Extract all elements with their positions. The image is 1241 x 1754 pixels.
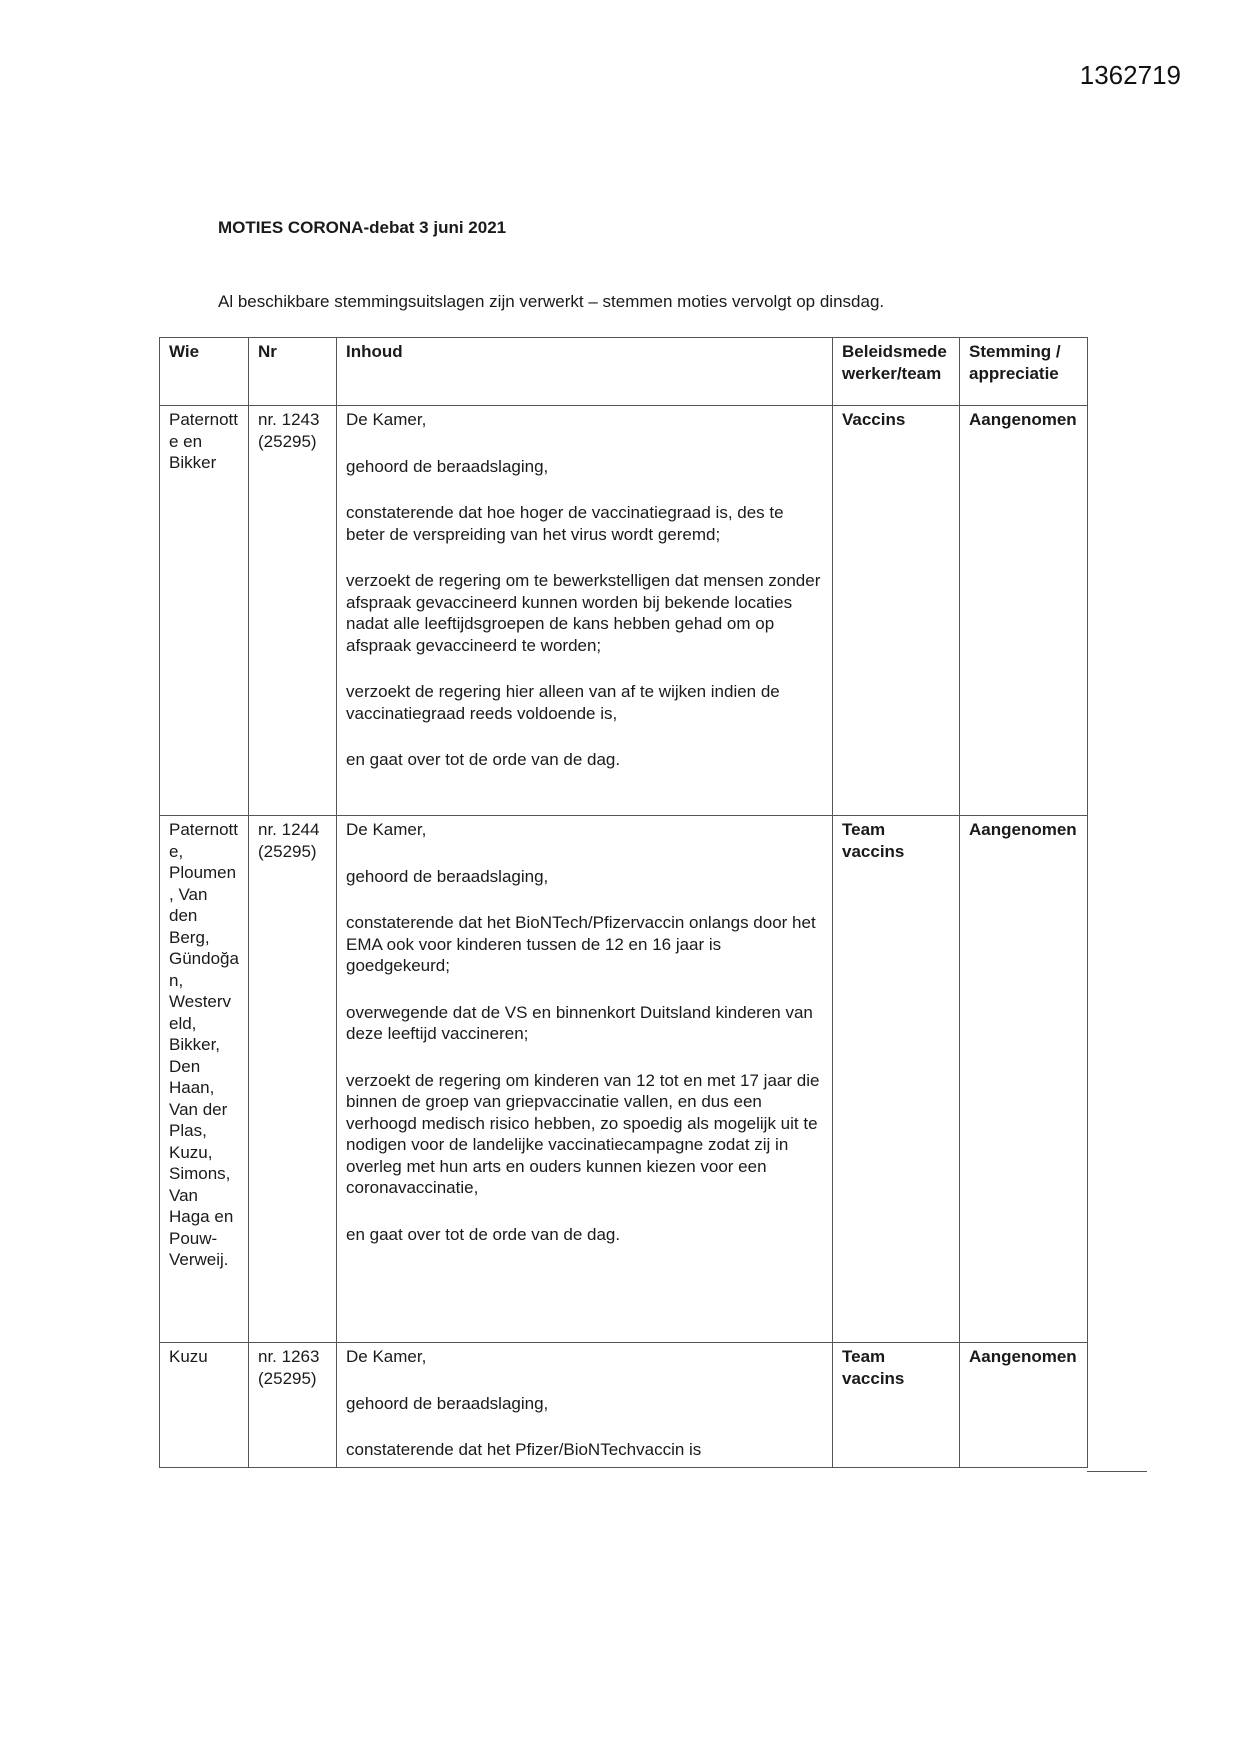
motion-paragraph: overwegende dat de VS en binnenkort Duitsland kinderen van deze leeftijd vaccineren;	[346, 1002, 813, 1043]
table-header-row	[160, 338, 1088, 406]
motion-paragraph: verzoekt de regering om te bewerkstelligen dat mensen zonder afspraak gevaccineerd kunnen worden bij bekende locaties nadat alle leeftijdsgroepen de kans hebben gehad om op afspraak gevaccineerd te worden;	[346, 571, 821, 655]
document-number: 1362719	[1079, 60, 1181, 90]
cell-stemming: Aangenomen	[960, 816, 1088, 1343]
cell-wie: Kuzu	[160, 1343, 249, 1468]
motion-paragraph: gehoord de beraadslaging,	[346, 866, 549, 886]
motion-paragraph: en gaat over tot de orde van de dag.	[346, 1224, 621, 1244]
document-title: MOTIES CORONA-debat 3 juni 2021	[218, 218, 507, 237]
header-inhoud: Inhoud	[337, 338, 833, 406]
cell-inhoud	[337, 816, 833, 1343]
motion-paragraph: De Kamer,	[346, 1347, 427, 1366]
document-subtitle: Al beschikbare stemmingsuitslagen zijn verwerkt – stemmen moties vervolgt op dinsdag.	[218, 292, 885, 311]
motion-paragraph: De Kamer,	[346, 410, 427, 429]
cell-inhoud	[337, 1343, 833, 1468]
cell-inhoud	[337, 406, 833, 816]
motion-paragraph: verzoekt de regering hier alleen van af te wijken indien de vaccinatiegraad reeds voldoende is,	[346, 682, 780, 723]
motion-paragraph: gehoord de beraadslaging,	[346, 1393, 549, 1413]
cell-beleidsmedewerker: Vaccins	[833, 406, 960, 816]
header-beleidsmedewerker: Beleidsmedewerker/team	[833, 338, 960, 406]
cell-stemming: Aangenomen	[960, 406, 1088, 816]
motion-paragraph: constaterende dat het BioNTech/Pfizervaccin onlangs door het EMA ook voor kinderen tussen de 12 en 16 jaar is goedgekeurd;	[346, 913, 816, 975]
table-bottom-edge	[1087, 1471, 1147, 1472]
cell-stemming: Aangenomen	[960, 1343, 1088, 1468]
header-stemming: Stemming / appreciatie	[960, 338, 1088, 406]
cell-wie: Paternotte, Ploumen, Van den Berg, Gündoğan, Westerveld, Bikker, Den Haan, Van der Plas, Kuzu, Simons, Van Haga en Pouw-Verweij.	[160, 816, 249, 1343]
cell-nr: nr. 1263 (25295)	[249, 1343, 337, 1468]
cell-wie: Paternotte en Bikker	[160, 406, 249, 816]
cell-nr: nr. 1243 (25295)	[249, 406, 337, 816]
motion-paragraph: constaterende dat het Pfizer/BioNTechvaccin is	[346, 1440, 702, 1459]
table-row	[160, 1343, 1088, 1468]
motion-paragraph: gehoord de beraadslaging,	[346, 456, 549, 476]
header-nr: Nr	[249, 338, 337, 406]
motion-paragraph: constaterende dat hoe hoger de vaccinatiegraad is, des te beter de verspreiding van het virus wordt geremd;	[346, 503, 784, 544]
table-row	[160, 816, 1088, 1343]
cell-nr: nr. 1244 (25295)	[249, 816, 337, 1343]
table-row	[160, 406, 1088, 816]
motion-paragraph: verzoekt de regering om kinderen van 12 tot en met 17 jaar die binnen de groep van griepvaccinatie vallen, en dus een verhoogd medisch risico hebben, zo spoedig als mogelijk uit te nodigen voor de landelijke vaccinatiecampagne zodat zij in overleg met hun arts en ouders kunnen kiezen voor een coronavaccinatie,	[346, 1070, 820, 1197]
motion-paragraph: en gaat over tot de orde van de dag.	[346, 750, 621, 769]
header-wie: Wie	[160, 338, 249, 406]
motions-table	[159, 337, 1088, 1468]
motion-paragraph: De Kamer,	[346, 820, 427, 839]
cell-beleidsmedewerker: Team vaccins	[833, 1343, 960, 1468]
cell-beleidsmedewerker: Team vaccins	[833, 816, 960, 1343]
